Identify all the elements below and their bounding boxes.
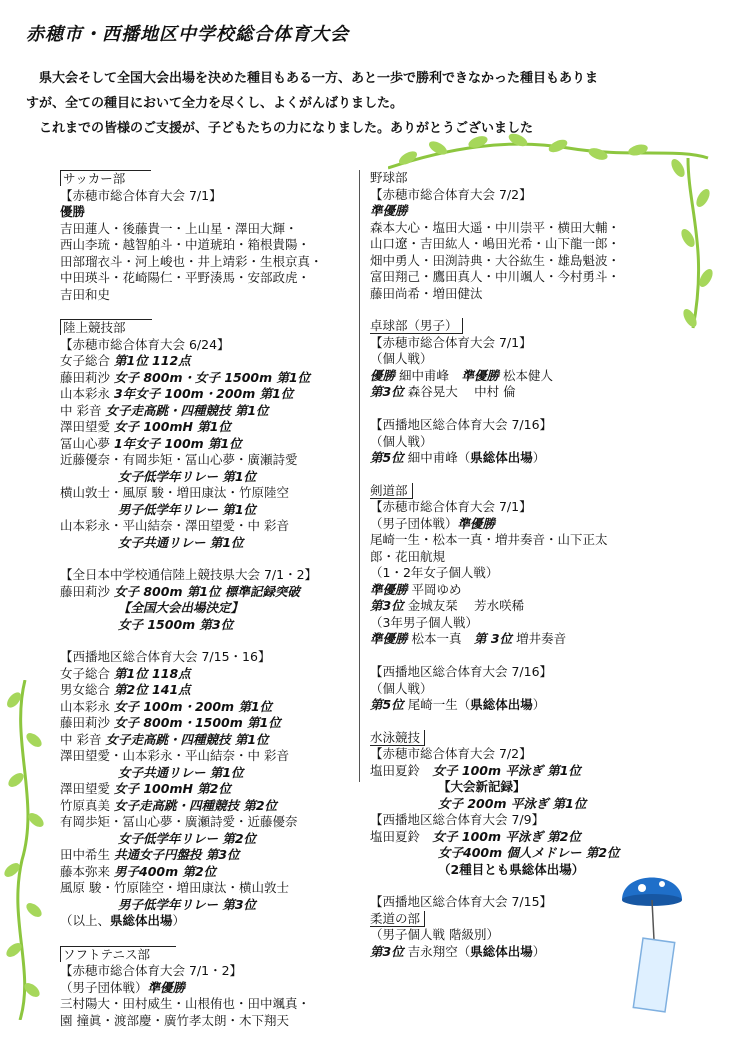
result-rows xyxy=(60,666,350,914)
result-text: 女子 1500m 第3位 xyxy=(118,616,234,632)
section-header: ソフトテニス部 xyxy=(60,946,176,962)
athlete-name: 男女総合 xyxy=(60,682,111,697)
column-divider xyxy=(359,170,360,782)
result-row xyxy=(60,814,350,831)
note-line: 【大会新記録】 xyxy=(438,779,526,794)
result-text: 第2位 141点 xyxy=(114,682,191,697)
event-title: 【西播地区総合体育大会 7/16】 xyxy=(370,417,553,432)
result-row xyxy=(60,370,350,387)
member-line: 西山李琉・越智舶斗・中道琥珀・箱根貴陽・ xyxy=(60,237,311,252)
event-title: 【西播地区総合体育大会 7/15・16】 xyxy=(60,649,271,664)
result-row xyxy=(60,748,350,765)
result-text: 男子低学年リレー 第3位 xyxy=(118,896,257,912)
member-line: 園 撞眞・渡部慶・廣竹孝太朗・木下翔天 xyxy=(60,1012,289,1028)
result-row xyxy=(60,864,350,881)
athlete-name: 藤本弥来 xyxy=(60,863,111,879)
result-row xyxy=(60,535,350,552)
page-title: 赤穂市・西播地区中学校総合体育大会 xyxy=(26,24,349,45)
result-line: 塩田夏鈴 女子 100m 平泳ぎ 第2位 xyxy=(370,828,581,844)
result-row xyxy=(60,419,350,436)
result-line: （男子団体戦）準優勝 xyxy=(60,979,186,995)
athlete-name: 藤田莉沙 xyxy=(60,583,111,599)
result-text: 女子低学年リレー 第1位 xyxy=(118,468,257,484)
event-title: 【赤穂市総合体育大会 7/2】 xyxy=(370,746,532,761)
athlete-name: 澤田望愛・山本彩永・平山結奈・中 彩音 xyxy=(60,748,289,763)
athlete-name: 冨山心夢 xyxy=(60,435,111,451)
result-row xyxy=(60,666,350,683)
intro-line: すが、全ての種目において全力を尽くし、よくがんばりました。 xyxy=(26,96,404,111)
result-row xyxy=(60,897,350,914)
result-text: 女子共通リレー 第1位 xyxy=(118,534,244,550)
result-text: 3年女子 100m・200m 第1位 xyxy=(114,386,294,401)
soccer-section xyxy=(60,170,350,303)
result-row xyxy=(60,682,350,699)
result-text: 女子 100mH 第1位 xyxy=(114,419,231,434)
tabletennis-section xyxy=(370,318,670,467)
member-line: 吉田和史 xyxy=(60,286,111,302)
result-line: 塩田夏鈴 女子 100m 平泳ぎ 第1位 xyxy=(370,762,581,778)
result-text: 女子 800m・女子 1500m 第1位 xyxy=(114,369,311,385)
result-row xyxy=(60,403,350,420)
result-text: 女子 800m 第1位 標準記録突破 xyxy=(114,583,300,599)
result-rows xyxy=(60,353,350,551)
judo-section xyxy=(370,894,670,960)
event-title: 【赤穂市総合体育大会 7/1・2】 xyxy=(60,963,243,978)
event-title: 【西播地区総合体育大会 7/15】 xyxy=(370,894,553,909)
type-line: （3年男子個人戦） xyxy=(370,614,478,630)
type-line: （個人戦） xyxy=(370,680,433,696)
athlete-name: 近藤優奈・有岡歩矩・冨山心夢・廣瀬詩愛 xyxy=(60,452,298,467)
result-row xyxy=(60,798,350,815)
athlete-name: 有岡歩矩・冨山心夢・廣瀬詩愛・近藤優奈 xyxy=(60,814,298,829)
tsushin-section xyxy=(60,567,350,633)
result-line: 第3位 金城友栞 芳水咲稀 xyxy=(370,598,525,613)
athlete-name: 澤田望愛 xyxy=(60,781,111,796)
event-title: 【西播地区総合体育大会 7/9】 xyxy=(370,812,545,827)
result-row xyxy=(60,469,350,486)
result-text: 女子共通リレー 第1位 xyxy=(118,764,244,780)
athlete-name: 中 彩音 xyxy=(60,731,102,747)
result-line: （男子団体戦）準優勝 xyxy=(370,515,496,531)
left-column xyxy=(60,170,350,1045)
member-line: 三村陽大・田村威生・山根侑也・田中颯真・ xyxy=(60,996,311,1011)
result-row xyxy=(60,831,350,848)
note-line: （2種目とも県総体出場） xyxy=(438,861,585,877)
result-row xyxy=(60,617,350,634)
result-row xyxy=(60,847,350,864)
type-line: （男子個人戦 階級別） xyxy=(370,927,499,942)
section-header: サッカー部 xyxy=(60,170,151,186)
result-row xyxy=(60,485,350,502)
event-title: 【赤穂市総合体育大会 7/1】 xyxy=(370,334,532,350)
result-text: 第1位 112点 xyxy=(114,353,191,368)
result-text: 男子400m 第2位 xyxy=(114,863,217,879)
member-line: 森本大心・塩田大遥・中川崇平・横田大輔・ xyxy=(370,219,621,235)
kendo-section xyxy=(370,483,670,714)
section-header: 卓球部（男子） xyxy=(370,318,463,334)
result-text: 第1位 118点 xyxy=(114,665,191,681)
result-text: 女子低学年リレー 第2位 xyxy=(118,830,257,846)
result-row xyxy=(60,353,350,370)
result-row xyxy=(60,452,350,469)
result-line: 準優勝 松本一真 第 3位 増井奏音 xyxy=(370,631,567,646)
type-line: （1・2年女子個人戦） xyxy=(370,565,499,580)
athlete-name: 風原 駿・竹原陸空・増田康汰・横山敦士 xyxy=(60,880,289,895)
result-line: 第5位 尾崎一生（県総体出場） xyxy=(370,697,546,712)
result-text: 女子走高跳・四種競技 第2位 xyxy=(114,797,278,813)
athlete-name: 藤田莉沙 xyxy=(60,715,111,730)
member-line: 尾崎一生・松本一真・増井奏音・山下正太 xyxy=(370,532,608,547)
section-header: 水泳競技 xyxy=(370,730,425,746)
result-rows xyxy=(60,584,350,634)
result-label: 準優勝 xyxy=(370,203,408,218)
seiban-track-section xyxy=(60,649,350,930)
result-line: 第5位 細中甫峰（県総体出場） xyxy=(370,450,546,465)
result-row xyxy=(60,600,350,617)
result-text: 女子 800m・1500m 第1位 xyxy=(114,715,281,730)
result-row xyxy=(60,699,350,716)
intro-line: これまでの皆様のご支援が、子どもたちの力になりました。ありがとうございました xyxy=(39,121,534,136)
member-line: 吉田蓮人・後藤貴一・上山星・澤田大輝・ xyxy=(60,220,298,236)
member-line: 藤田尚希・増田健汰 xyxy=(370,285,483,301)
result-line: 女子 200m 平泳ぎ 第1位 xyxy=(438,795,587,811)
event-title: 【赤穂市総合体育大会 7/2】 xyxy=(370,186,532,202)
result-text: 女子 100m・200m 第1位 xyxy=(114,698,273,714)
result-row xyxy=(60,436,350,453)
right-column xyxy=(370,170,670,976)
section-header: 柔道の部 xyxy=(370,911,425,927)
result-row xyxy=(60,765,350,782)
athlete-name: 中 彩音 xyxy=(60,402,102,418)
athlete-name: 山本彩永・平山結奈・澤田望愛・中 彩音 xyxy=(60,518,289,533)
result-row xyxy=(60,386,350,403)
athlete-name: 竹原真美 xyxy=(60,797,111,813)
result-line: 優勝 細中甫峰 準優勝 松本健人 xyxy=(370,367,554,383)
vine-decoration xyxy=(0,680,50,1020)
athlete-name: 田中希生 xyxy=(60,847,111,862)
result-text: 1年女子 100m 第1位 xyxy=(114,435,242,451)
result-row xyxy=(60,518,350,535)
member-line: 畑中勇人・田渕詩典・大谷紘生・雄島魁波・ xyxy=(370,252,621,268)
result-text: 男子低学年リレー 第1位 xyxy=(118,501,257,517)
section-header: 野球部 xyxy=(370,170,408,185)
member-line: 富田翔己・鷹田真人・中川颯人・今村勇斗・ xyxy=(370,269,621,284)
event-title: 【西播地区総合体育大会 7/16】 xyxy=(370,664,553,679)
track-section xyxy=(60,319,350,551)
member-line: 中田瑛斗・花崎陽仁・平野湊馬・安部政虎・ xyxy=(60,270,311,285)
event-title: 【全日本中学校通信陸上競技県大会 7/1・2】 xyxy=(60,567,318,582)
baseball-section xyxy=(370,170,670,302)
section-header: 剣道部 xyxy=(370,483,413,499)
result-line: 第3位 吉永翔空（県総体出場） xyxy=(370,943,546,959)
type-line: （個人戦） xyxy=(370,351,433,366)
result-row xyxy=(60,584,350,601)
event-title: 【赤穂市総合体育大会 7/1】 xyxy=(370,499,532,514)
athlete-name: 山本彩永 xyxy=(60,698,111,714)
result-row xyxy=(60,732,350,749)
result-row xyxy=(60,502,350,519)
athlete-name: 女子総合 xyxy=(60,353,111,368)
result-text: 女子走高跳・四種競技 第1位 xyxy=(105,731,269,747)
result-line: 女子400m 個人メドレー 第2位 xyxy=(438,845,620,860)
member-line: 山口遼・吉田紘人・嶋田光希・山下龍一郎・ xyxy=(370,236,621,251)
result-row xyxy=(60,781,350,798)
result-row xyxy=(60,715,350,732)
swimming-section xyxy=(370,730,670,879)
softtennis-section xyxy=(60,946,350,1030)
member-line: 田部瑠衣斗・河上峻也・井上靖彩・生根京真・ xyxy=(60,253,323,269)
athlete-name: 山本彩永 xyxy=(60,386,111,401)
result-line: 第3位 森谷晃大 中村 倫 xyxy=(370,384,516,399)
type-line: （個人戦） xyxy=(370,433,433,449)
result-line: 準優勝 平岡ゆめ xyxy=(370,581,462,597)
event-title: 【赤穂市総合体育大会 6/24】 xyxy=(60,336,230,352)
result-text: 女子走高跳・四種競技 第1位 xyxy=(105,402,269,418)
result-label: 優勝 xyxy=(60,204,86,219)
note-line: （以上、県総体出場） xyxy=(60,913,186,928)
event-title: 【赤穂市総合体育大会 7/1】 xyxy=(60,187,222,203)
athlete-name: 澤田望愛 xyxy=(60,419,111,434)
result-text: 共通女子円盤投 第3位 xyxy=(114,847,240,862)
section-header: 陸上競技部 xyxy=(60,319,152,335)
athlete-name: 横山敦士・風原 駿・増田康汰・竹原陸空 xyxy=(60,485,289,500)
member-line: 郎・花田航規 xyxy=(370,548,446,564)
result-text: 女子 100mH 第2位 xyxy=(114,781,231,796)
athlete-name: 女子総合 xyxy=(60,665,111,681)
athlete-name: 藤田莉沙 xyxy=(60,369,111,385)
result-text: 【全国大会出場決定】 xyxy=(118,600,244,615)
result-row xyxy=(60,880,350,897)
intro-line: 県大会そして全国大会出場を決めた種目もある一方、あと一歩で勝利できなかった種目もありま xyxy=(39,71,599,86)
